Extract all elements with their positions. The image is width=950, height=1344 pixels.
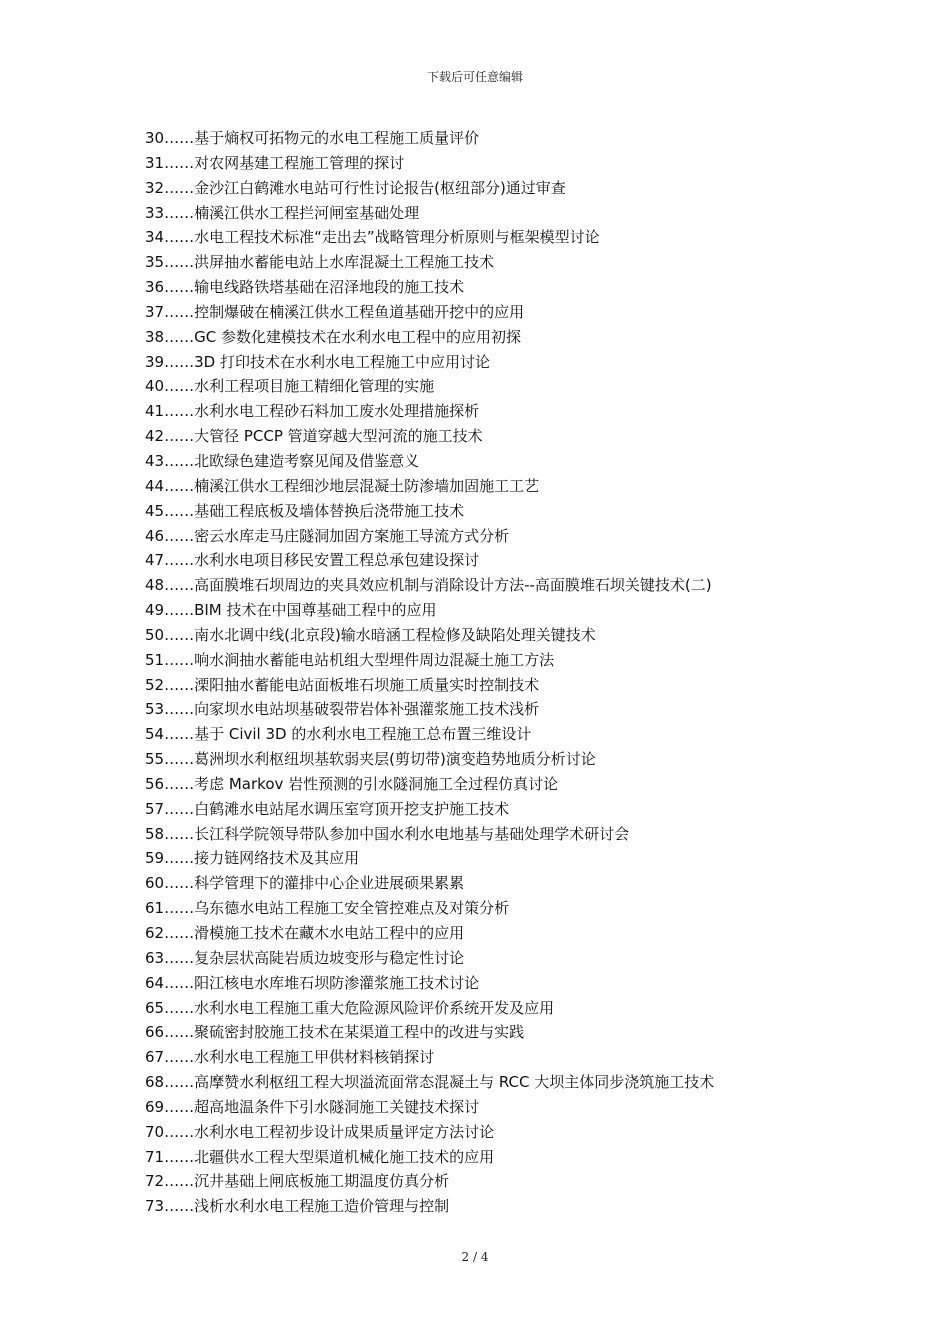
toc-leader-dots: …… [164,824,195,843]
toc-item-number: 50 [145,625,165,644]
toc-item-title: 水利水电工程初步设计成果质量评定方法讨论 [194,1122,495,1141]
toc-item [145,1070,845,1095]
toc-leader-dots: …… [164,750,195,769]
toc-item-number: 37 [145,302,165,321]
toc-item [145,325,845,350]
toc-item [145,1020,845,1045]
toc-item-number: 41 [145,402,165,421]
toc-item-title: 考虑 Markov 岩性预测的引水隧洞施工全过程仿真讨论 [194,774,559,793]
toc-item-title: 浅析水利水电工程施工造价管理与控制 [194,1197,450,1216]
toc-item [145,772,845,797]
toc-item-number: 45 [145,501,165,520]
toc-item-number: 34 [145,228,165,247]
toc-item-number: 71 [145,1147,165,1166]
toc-item [145,996,845,1021]
toc-item-title: 阳江核电水库堆石坝防渗灌浆施工技术讨论 [194,973,480,992]
toc-leader-dots: …… [164,874,195,893]
toc-item [145,623,845,648]
toc-item [145,573,845,598]
toc-leader-dots: …… [164,948,195,967]
toc-item-number: 72 [145,1172,165,1191]
toc-leader-dots: …… [164,377,195,396]
toc-leader-dots: …… [164,253,195,272]
toc-item-number: 69 [145,1097,165,1116]
toc-item [145,275,845,300]
toc-item-title: 高面膜堆石坝周边的夹具效应机制与消除设计方法--高面膜堆石坝关键技术(二) [194,576,712,595]
toc-leader-dots: …… [164,402,195,421]
toc-item-title: 输电线路铁塔基础在沼泽地段的施工技术 [194,278,465,297]
toc-item-title: 基于 Civil 3D 的水利水电工程施工总布置三维设计 [194,725,532,744]
toc-item-number: 31 [145,153,165,172]
toc-item-number: 40 [145,377,165,396]
toc-item [145,946,845,971]
toc-item-title: 高摩赞水利枢纽工程大坝溢流面常态混凝土与 RCC 大坝主体同步浇筑施工技术 [194,1073,715,1092]
toc-item-title: 北疆供水工程大型渠道机械化施工技术的应用 [194,1147,495,1166]
toc-item [145,598,845,623]
toc-leader-dots: …… [164,278,195,297]
toc-item [145,797,845,822]
toc-leader-dots: …… [164,725,195,744]
toc-item-number: 49 [145,601,165,620]
toc-leader-dots: …… [164,178,195,197]
toc-leader-dots: …… [164,1048,195,1067]
toc-item-number: 57 [145,799,165,818]
toc-item-title: 长江科学院领导带队参加中国水利水电地基与基础处理学术研讨会 [194,824,630,843]
toc-leader-dots: …… [164,129,195,147]
toc-item [145,499,845,524]
page-number: 2 / 4 [461,1250,489,1264]
toc-item-number: 52 [145,675,165,694]
toc-item [145,176,845,201]
toc-item-number: 46 [145,526,165,545]
toc-item [145,225,845,250]
toc-item-title: 金沙江白鹤滩水电站可行性讨论报告(枢纽部分)通过审查 [194,178,566,197]
toc-item-number: 65 [145,998,165,1017]
toc-item-number: 59 [145,849,165,868]
toc-item-number: 51 [145,650,165,669]
toc-item-title: 溧阳抽水蓄能电站面板堆石坝施工质量实时控制技术 [194,675,540,694]
toc-item-number: 66 [145,1023,165,1042]
toc-item [145,697,845,722]
toc-item-number: 56 [145,774,165,793]
toc-item-number: 33 [145,203,165,222]
toc-leader-dots: …… [164,1073,195,1092]
toc-item-number: 55 [145,750,165,769]
toc-leader-dots: …… [164,501,195,520]
toc-item-number: 54 [145,725,165,744]
toc-leader-dots: …… [164,1172,195,1191]
toc-item-title: 基于熵权可拓物元的水电工程施工质量评价 [194,129,480,147]
toc-item-title: 水利水电工程施工重大危险源风险评价系统开发及应用 [194,998,555,1017]
toc-item [145,1045,845,1070]
page-header: 下载后可任意编辑 [426,70,523,84]
toc-item-title: 复杂层状高陡岩质边坡变形与稳定性讨论 [194,948,465,967]
toc-leader-dots: …… [164,352,195,371]
toc-item-number: 30 [145,129,165,147]
toc-item [145,1095,845,1120]
toc-leader-dots: …… [164,153,195,172]
toc-item-number: 47 [145,551,165,570]
toc-item-title: 洪屏抽水蓄能电站上水库混凝土工程施工技术 [194,253,495,272]
toc-item-title: 楠溪江供水工程细沙地层混凝土防渗墙加固施工工艺 [194,476,540,495]
toc-leader-dots: …… [164,451,195,470]
toc-leader-dots: …… [164,899,195,918]
toc-item [145,722,845,747]
toc-item-number: 48 [145,576,165,595]
toc-leader-dots: …… [164,327,195,346]
toc-item-number: 53 [145,700,165,719]
toc-leader-dots: …… [164,774,195,793]
toc-item [145,201,845,226]
toc-item-number: 60 [145,874,165,893]
toc-item-title: 水利水电工程施工甲供材料核销探讨 [194,1048,435,1067]
toc-item [145,250,845,275]
toc-item-number: 64 [145,973,165,992]
toc-leader-dots: …… [164,1197,195,1216]
toc-item-number: 68 [145,1073,165,1092]
toc-leader-dots: …… [164,924,195,942]
toc-item [145,350,845,375]
toc-item [145,524,845,549]
toc-leader-dots: …… [164,849,195,868]
toc-item-number: 63 [145,948,165,967]
toc-item-title: BIM 技术在中国尊基础工程中的应用 [194,601,437,620]
toc-leader-dots: …… [164,551,195,570]
toc-leader-dots: …… [164,1097,195,1116]
toc-item-number: 44 [145,476,165,495]
toc-item-title: 水利水电项目移民安置工程总承包建设探讨 [194,551,480,570]
toc-leader-dots: …… [164,675,195,694]
toc-leader-dots: …… [164,700,195,719]
toc-leader-dots: …… [164,203,195,222]
toc-leader-dots: …… [164,576,195,595]
toc-item-title: 3D 打印技术在水利水电工程施工中应用讨论 [194,352,490,371]
toc-leader-dots: …… [164,302,195,321]
toc-leader-dots: …… [164,601,195,620]
toc-item [145,822,845,847]
toc-item-title: 沉井基础上闸底板施工期温度仿真分析 [194,1172,450,1191]
toc-item [145,846,845,871]
toc-item-title: 接力链网络技术及其应用 [194,849,360,868]
toc-item [145,374,845,399]
toc-item [145,896,845,921]
toc-item-title: 楠溪江供水工程拦河闸室基础处理 [194,203,420,222]
toc-item-number: 42 [145,427,165,446]
toc-item [145,648,845,673]
toc-list [145,126,845,1219]
toc-item [145,673,845,698]
toc-item [145,548,845,573]
toc-item [145,1145,845,1170]
toc-item [145,971,845,996]
toc-item-title: 对农网基建工程施工管理的探讨 [194,153,405,172]
toc-item-title: 密云水库走马庄隧洞加固方案施工导流方式分析 [194,526,510,545]
toc-item-title: 白鹤滩水电站尾水调压室穹顶开挖支护施工技术 [194,799,510,818]
toc-item-title: 响水涧抽水蓄能电站机组大型埋件周边混凝土施工方法 [194,650,555,669]
toc-leader-dots: …… [164,625,195,644]
toc-item [145,151,845,176]
toc-leader-dots: …… [164,998,195,1017]
toc-item-number: 73 [145,1197,165,1216]
toc-item-title: 南水北调中线(北京段)输水暗涵工程检修及缺陷处理关键技术 [194,625,596,644]
toc-item [145,474,845,499]
toc-item [145,126,845,151]
toc-item-title: 控制爆破在楠溪江供水工程鱼道基础开挖中的应用 [194,302,525,321]
toc-item-number: 36 [145,278,165,297]
toc-leader-dots: …… [164,650,195,669]
toc-item-title: 聚硫密封胶施工技术在某渠道工程中的改进与实践 [194,1023,525,1042]
toc-item-title: 基础工程底板及墙体替换后浇带施工技术 [194,501,465,520]
toc-leader-dots: …… [164,1023,195,1042]
toc-item [145,300,845,325]
toc-item-number: 67 [145,1048,165,1067]
toc-item-number: 58 [145,824,165,843]
toc-leader-dots: …… [164,476,195,495]
toc-item-title: 乌东德水电站工程施工安全管控难点及对策分析 [194,899,510,918]
toc-leader-dots: …… [164,1147,195,1166]
toc-item-title: 科学管理下的灌排中心企业进展硕果累累 [194,874,465,893]
toc-item-number: 35 [145,253,165,272]
toc-leader-dots: …… [164,427,195,446]
toc-item-number: 39 [145,352,165,371]
toc-item [145,449,845,474]
toc-item-title: 大管径 PCCP 管道穿越大型河流的施工技术 [194,427,483,446]
toc-item-title: 滑模施工技术在藏木水电站工程中的应用 [194,924,465,942]
toc-item-title: 向家坝水电站坝基破裂带岩体补强灌浆施工技术浅析 [194,700,540,719]
toc-leader-dots: …… [164,228,195,247]
toc-item-number: 32 [145,178,165,197]
toc-item-title: 水利工程项目施工精细化管理的实施 [194,377,435,396]
toc-item [145,399,845,424]
toc-leader-dots: …… [164,526,195,545]
toc-item [145,747,845,772]
toc-item-title: 水电工程技术标准“走出去”战略管理分析原则与框架模型讨论 [194,228,600,247]
toc-leader-dots: …… [164,1122,195,1141]
toc-item [145,1120,845,1145]
toc-item-title: 葛洲坝水利枢纽坝基软弱夹层(剪切带)演变趋势地质分析讨论 [194,750,596,769]
toc-item-title: 水利水电工程砂石料加工废水处理措施探析 [194,402,480,421]
toc-item-title: 超高地温条件下引水隧洞施工关键技术探讨 [194,1097,480,1116]
toc-item [145,871,845,896]
toc-item-number: 70 [145,1122,165,1141]
toc-item-number: 43 [145,451,165,470]
toc-item [145,1169,845,1194]
toc-item-number: 38 [145,327,165,346]
toc-item-number: 62 [145,924,165,942]
toc-item-title: 北欧绿色建造考察见闻及借鉴意义 [194,451,420,470]
toc-item [145,1194,845,1219]
toc-item-number: 61 [145,899,165,918]
toc-item [145,921,845,946]
toc-leader-dots: …… [164,799,195,818]
toc-leader-dots: …… [164,973,195,992]
toc-item [145,424,845,449]
toc-item-title: GC 参数化建模技术在水利水电工程中的应用初探 [194,327,521,346]
